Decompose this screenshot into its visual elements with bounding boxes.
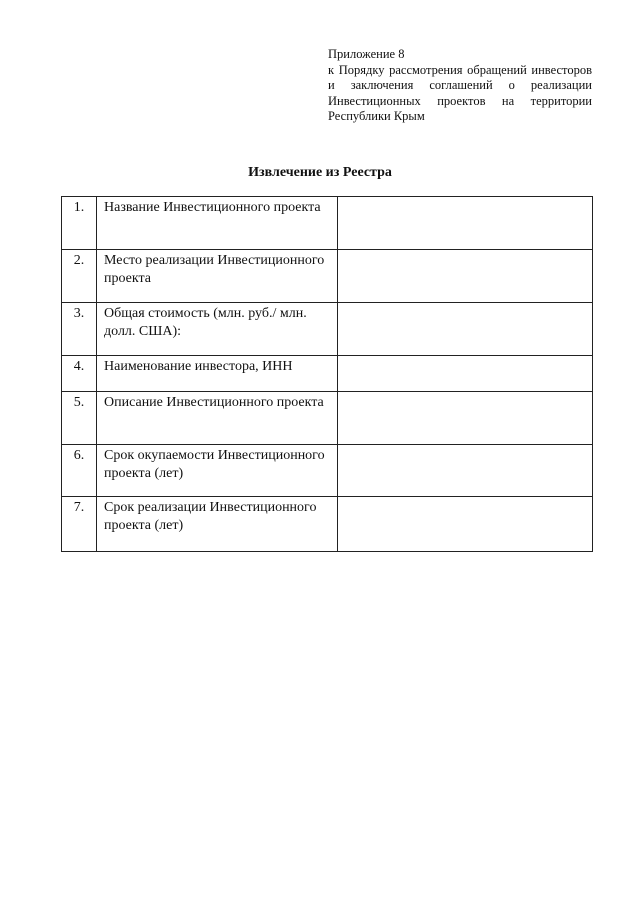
table-row bbox=[62, 392, 593, 445]
row-label: Наименование инвестора, ИНН bbox=[97, 356, 338, 392]
annex-text: к Порядку рассмотрения обращений инвесторов и заключения соглашений о реализации Инвестиционных проектов на территории Республики Крым bbox=[328, 62, 592, 123]
row-label: Общая стоимость (млн. руб./ млн. долл. США): bbox=[97, 303, 338, 356]
row-number: 4. bbox=[62, 356, 97, 392]
table-row bbox=[62, 303, 593, 356]
row-label: Место реализации Инвестиционного проекта bbox=[97, 250, 338, 303]
table-row bbox=[62, 497, 593, 552]
table-row bbox=[62, 250, 593, 303]
table-row bbox=[62, 445, 593, 497]
row-number: 2. bbox=[62, 250, 97, 303]
row-label: Описание Инвестиционного проекта bbox=[97, 392, 338, 445]
annex-note bbox=[328, 47, 592, 125]
row-value bbox=[338, 445, 593, 497]
row-value bbox=[338, 356, 593, 392]
annex-title: Приложение 8 bbox=[328, 47, 405, 61]
row-value bbox=[338, 197, 593, 250]
row-label: Срок реализации Инвестиционного проекта (лет) bbox=[97, 497, 338, 552]
row-value bbox=[338, 303, 593, 356]
row-number: 7. bbox=[62, 497, 97, 552]
row-value bbox=[338, 250, 593, 303]
document-title: Извлечение из Реестра bbox=[248, 165, 392, 180]
row-number: 3. bbox=[62, 303, 97, 356]
row-value bbox=[338, 392, 593, 445]
row-number: 1. bbox=[62, 197, 97, 250]
row-number: 6. bbox=[62, 445, 97, 497]
table-row bbox=[62, 197, 593, 250]
table-row bbox=[62, 356, 593, 392]
row-label: Срок окупаемости Инвестиционного проекта (лет) bbox=[97, 445, 338, 497]
row-number: 5. bbox=[62, 392, 97, 445]
registry-table bbox=[61, 196, 593, 552]
row-label: Название Инвестиционного проекта bbox=[97, 197, 338, 250]
row-value bbox=[338, 497, 593, 552]
